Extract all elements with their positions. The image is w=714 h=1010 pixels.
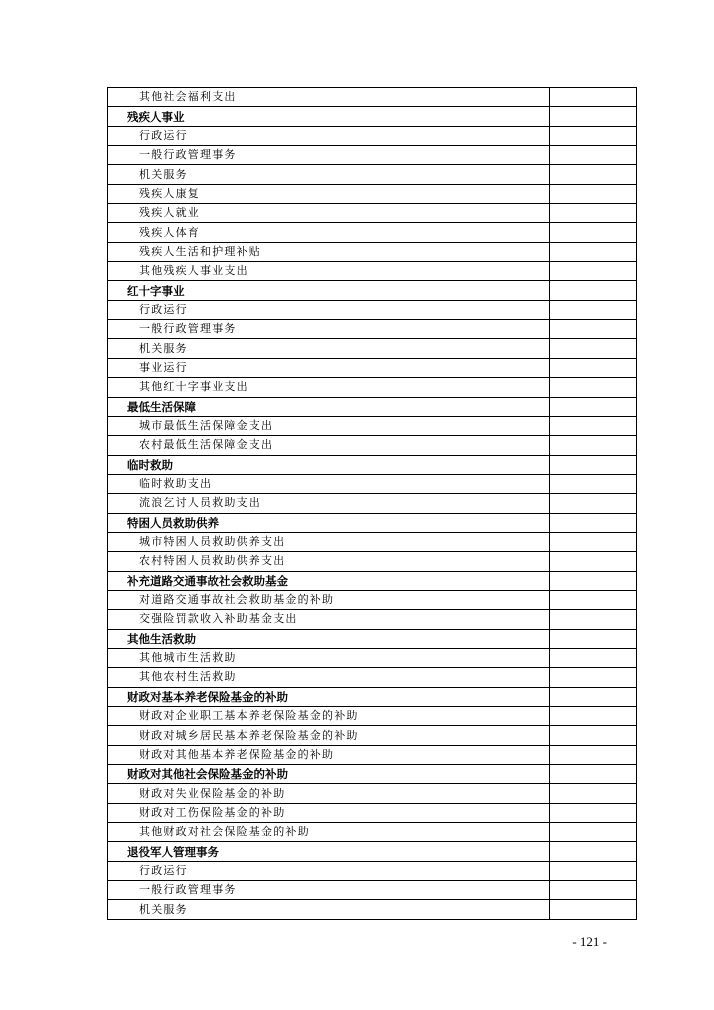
item-label: 其他财政对社会保险基金的补助 (108, 823, 550, 842)
amount-cell (550, 842, 637, 861)
table-row (108, 146, 637, 165)
amount-cell (550, 707, 637, 726)
amount-cell (550, 784, 637, 803)
item-label: 行政运行 (108, 300, 550, 319)
amount-cell (550, 242, 637, 261)
item-label: 行政运行 (108, 126, 550, 145)
amount-cell (550, 648, 637, 667)
amount-cell (550, 590, 637, 609)
item-label: 财政对其他基本养老保险基金的补助 (108, 745, 550, 764)
category-row (108, 281, 637, 300)
table-row (108, 416, 637, 435)
item-label: 财政对城乡居民基本养老保险基金的补助 (108, 726, 550, 745)
amount-cell (550, 552, 637, 571)
amount-cell (550, 726, 637, 745)
item-label: 财政对工伤保险基金的补助 (108, 803, 550, 822)
category-row (108, 765, 637, 784)
item-label: 机关服务 (108, 165, 550, 184)
amount-cell (550, 610, 637, 629)
category-label: 退役军人管理事务 (108, 842, 550, 861)
table-row (108, 803, 637, 822)
amount-cell (550, 455, 637, 474)
amount-cell (550, 900, 637, 919)
table-row (108, 707, 637, 726)
table-row (108, 823, 637, 842)
category-row (108, 397, 637, 416)
amount-cell (550, 126, 637, 145)
budget-table-body (108, 88, 637, 920)
table-row (108, 320, 637, 339)
amount-cell (550, 184, 637, 203)
amount-cell (550, 803, 637, 822)
item-label: 机关服务 (108, 900, 550, 919)
table-row (108, 861, 637, 880)
table-row (108, 745, 637, 764)
item-label: 其他社会福利支出 (108, 88, 550, 107)
category-row (108, 107, 637, 126)
table-row (108, 610, 637, 629)
table-row (108, 648, 637, 667)
table-row (108, 165, 637, 184)
item-label: 临时救助支出 (108, 474, 550, 493)
item-label: 一般行政管理事务 (108, 881, 550, 900)
table-row (108, 262, 637, 281)
amount-cell (550, 881, 637, 900)
amount-cell (550, 223, 637, 242)
table-row (108, 436, 637, 455)
item-label: 残疾人生活和护理补贴 (108, 242, 550, 261)
item-label: 对道路交通事故社会救助基金的补助 (108, 590, 550, 609)
category-row (108, 687, 637, 706)
amount-cell (550, 320, 637, 339)
amount-cell (550, 571, 637, 590)
category-label: 临时救助 (108, 455, 550, 474)
table-row (108, 726, 637, 745)
category-label: 财政对其他社会保险基金的补助 (108, 765, 550, 784)
item-label: 农村最低生活保障金支出 (108, 436, 550, 455)
amount-cell (550, 745, 637, 764)
item-label: 农村特困人员救助供养支出 (108, 552, 550, 571)
item-label: 财政对企业职工基本养老保险基金的补助 (108, 707, 550, 726)
table-row (108, 300, 637, 319)
amount-cell (550, 107, 637, 126)
category-label: 其他生活救助 (108, 629, 550, 648)
amount-cell (550, 416, 637, 435)
category-row (108, 513, 637, 532)
amount-cell (550, 88, 637, 107)
table-row (108, 339, 637, 358)
item-label: 残疾人体育 (108, 223, 550, 242)
item-label: 交强险罚款收入补助基金支出 (108, 610, 550, 629)
table-row (108, 358, 637, 377)
item-label: 残疾人就业 (108, 204, 550, 223)
amount-cell (550, 513, 637, 532)
table-row (108, 474, 637, 493)
amount-cell (550, 668, 637, 687)
item-label: 机关服务 (108, 339, 550, 358)
budget-table (107, 87, 637, 920)
item-label: 其他农村生活救助 (108, 668, 550, 687)
table-row (108, 378, 637, 397)
category-row (108, 629, 637, 648)
table-row (108, 204, 637, 223)
amount-cell (550, 861, 637, 880)
item-label: 残疾人康复 (108, 184, 550, 203)
table-row (108, 552, 637, 571)
item-label: 流浪乞讨人员救助支出 (108, 494, 550, 513)
amount-cell (550, 494, 637, 513)
amount-cell (550, 474, 637, 493)
amount-cell (550, 629, 637, 648)
item-label: 其他城市生活救助 (108, 648, 550, 667)
amount-cell (550, 378, 637, 397)
item-label: 其他残疾人事业支出 (108, 262, 550, 281)
amount-cell (550, 397, 637, 416)
category-row (108, 571, 637, 590)
amount-cell (550, 281, 637, 300)
category-label: 残疾人事业 (108, 107, 550, 126)
amount-cell (550, 687, 637, 706)
category-label: 特困人员救助供养 (108, 513, 550, 532)
category-label: 最低生活保障 (108, 397, 550, 416)
category-row (108, 842, 637, 861)
table-row (108, 223, 637, 242)
amount-cell (550, 765, 637, 784)
item-label: 行政运行 (108, 861, 550, 880)
amount-cell (550, 823, 637, 842)
category-row (108, 455, 637, 474)
amount-cell (550, 146, 637, 165)
table-row (108, 184, 637, 203)
amount-cell (550, 300, 637, 319)
item-label: 其他红十字事业支出 (108, 378, 550, 397)
amount-cell (550, 436, 637, 455)
table-row (108, 242, 637, 261)
page-number: - 121 - (572, 934, 607, 949)
item-label: 城市最低生活保障金支出 (108, 416, 550, 435)
table-row (108, 784, 637, 803)
table-row (108, 126, 637, 145)
amount-cell (550, 262, 637, 281)
table-row (108, 88, 637, 107)
table-row (108, 494, 637, 513)
item-label: 一般行政管理事务 (108, 146, 550, 165)
amount-cell (550, 358, 637, 377)
item-label: 事业运行 (108, 358, 550, 377)
table-row (108, 881, 637, 900)
amount-cell (550, 532, 637, 551)
table-row (108, 668, 637, 687)
table-row (108, 532, 637, 551)
amount-cell (550, 339, 637, 358)
table-row (108, 900, 637, 919)
item-label: 财政对失业保险基金的补助 (108, 784, 550, 803)
table-row (108, 590, 637, 609)
item-label: 城市特困人员救助供养支出 (108, 532, 550, 551)
category-label: 财政对基本养老保险基金的补助 (108, 687, 550, 706)
category-label: 补充道路交通事故社会救助基金 (108, 571, 550, 590)
category-label: 红十字事业 (108, 281, 550, 300)
item-label: 一般行政管理事务 (108, 320, 550, 339)
amount-cell (550, 165, 637, 184)
amount-cell (550, 204, 637, 223)
